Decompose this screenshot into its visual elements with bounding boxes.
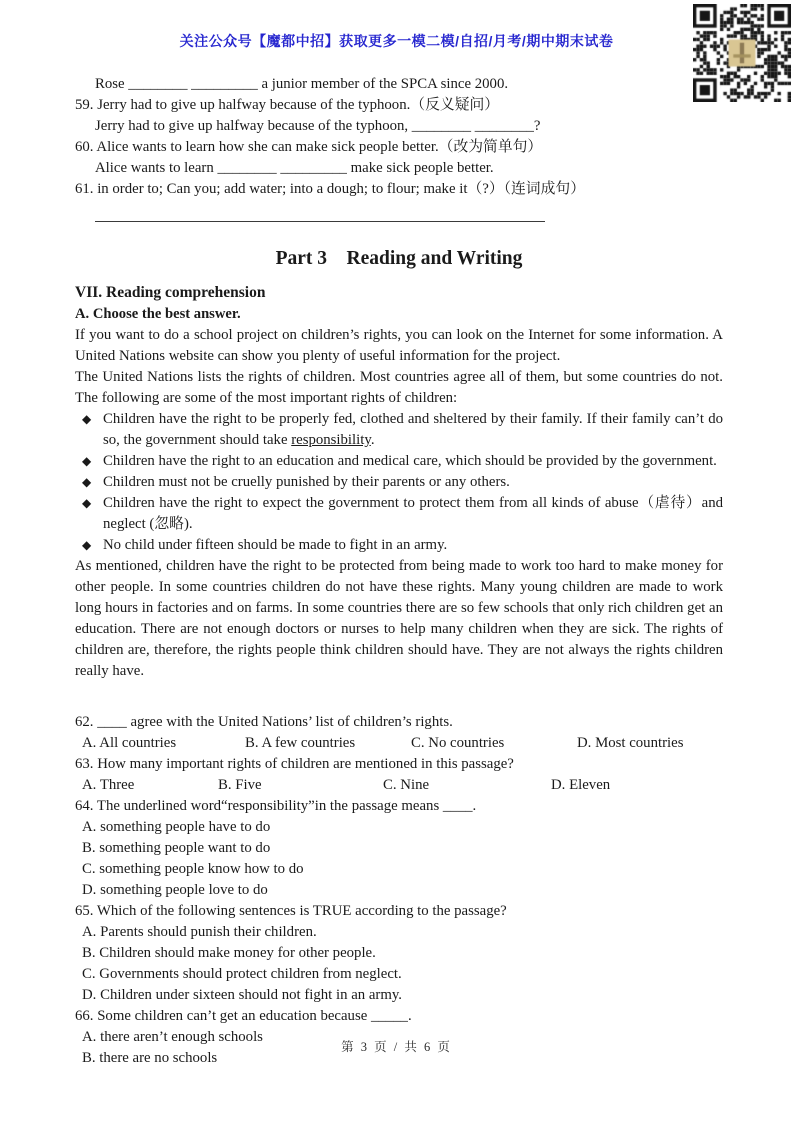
- passage-bullet-5: [75, 535, 723, 556]
- option-b: B. something people want to do: [82, 840, 271, 856]
- diamond-bullet-icon: ◆: [82, 475, 92, 489]
- bullet-text: [103, 409, 723, 451]
- question-59-answer: Jerry had to give up halfway because of the typhoon, ________ ________?: [95, 118, 541, 134]
- question-63: 63. How many important rights of children are mentioned in this passage?: [75, 756, 514, 772]
- option-a: A. something people have to do: [82, 819, 271, 835]
- question-60: 60. Alice wants to learn how she can make sick people better.（改为简单句）: [75, 139, 543, 155]
- question-61-answer-line: [95, 206, 545, 222]
- question-63-options: [75, 775, 723, 796]
- subsection-a-title: A. Choose the best answer.: [75, 306, 241, 322]
- passage-paragraph-3: As mentioned, children have the right to be protected from being made to work too hard to make money for other people. In some countries children do not have these rights. Many young children are made to work long hours in factories and on farms. In some countries there are so few schools that only rich children get an education. There are not enough doctors or nurses to help many children when they are sick. The rights of children are, therefore, the rights people think children should have. They are not always the rights children really have.: [75, 558, 723, 679]
- option-d: D. Most countries: [577, 735, 684, 751]
- question-60-answer: Alice wants to learn ________ _________ make sick people better.: [95, 160, 494, 176]
- option-c: C. No countries: [411, 735, 505, 751]
- option-a: A. All countries: [82, 735, 177, 751]
- question-66: 66. Some children can’t get an education because _____.: [75, 1008, 412, 1024]
- option-b: B. Five: [218, 777, 262, 793]
- page-number: 第 3 页 / 共 6 页: [341, 1040, 452, 1054]
- passage-bullet-3: [75, 472, 723, 493]
- passage-bullet-1: [75, 409, 723, 451]
- passage-bullet-2: [75, 451, 723, 472]
- question-59: 59. Jerry had to give up halfway because of the typhoon.（反义疑问）: [75, 97, 500, 113]
- option-d: D. something people love to do: [82, 882, 268, 898]
- section-vii-title: VII. Reading comprehension: [75, 284, 266, 301]
- bullet-text: Children have the right to expect the government to protect them from all kinds of abuse（虐待）and neglect (忽略).: [103, 495, 723, 532]
- part3-title: Part 3 Reading and Writing: [275, 248, 523, 269]
- passage-paragraph-2: The United Nations lists the rights of children. Most countries agree all of them, but some countries do not. The following are some of the most important rights of children:: [75, 369, 723, 406]
- option-c: C. Governments should protect children from neglect.: [82, 966, 402, 982]
- question-62: 62. ____ agree with the United Nations’ list of children’s rights.: [75, 714, 453, 730]
- passage-bullet-4: [75, 493, 723, 535]
- diamond-bullet-icon: ◆: [82, 538, 92, 552]
- question-61: 61. in order to; Can you; add water; into a dough; to flour; make it（?）（连词成句）: [75, 181, 585, 197]
- passage-paragraph-1: If you want to do a school project on children’s rights, you can look on the Internet for some information. A United Nations website can show you plenty of useful information for the project.: [75, 327, 723, 364]
- question-64: 64. The underlined word“responsibility”in the passage means ____.: [75, 798, 477, 814]
- bullet-text: Children have the right to an education and medical care, which should be provided by the government.: [103, 453, 717, 469]
- bullet-text: No child under fifteen should be made to fight in an army.: [103, 537, 448, 553]
- bullet-text-post: .: [370, 432, 375, 448]
- option-b: B. there are no schools: [82, 1050, 218, 1066]
- option-d: D. Children under sixteen should not fight in an army.: [82, 987, 402, 1003]
- question-58-continuation: Rose ________ _________ a junior member of the SPCA since 2000.: [95, 76, 509, 92]
- questions-block: [75, 712, 723, 1069]
- question-62-options: [75, 733, 723, 754]
- option-a: A. there aren’t enough schools: [82, 1029, 263, 1045]
- diamond-bullet-icon: ◆: [82, 454, 92, 468]
- option-c: C. something people know how to do: [82, 861, 304, 877]
- diamond-bullet-icon: ◆: [82, 412, 92, 426]
- underlined-word: responsibility: [291, 432, 371, 448]
- option-b: B. A few countries: [245, 735, 356, 751]
- bullet-text-pre: Children have the right to be properly fed, clothed and sheltered by their family. If their family can’t do so, the government should take: [103, 411, 723, 448]
- option-a: A. Three: [82, 777, 135, 793]
- option-b: B. Children should make money for other people.: [82, 945, 376, 961]
- bullet-text: Children must not be cruelly punished by their parents or any others.: [103, 474, 510, 490]
- option-c: C. Nine: [383, 777, 430, 793]
- question-65: 65. Which of the following sentences is TRUE according to the passage?: [75, 903, 507, 919]
- promo-header: 关注公众号【魔都中招】获取更多一模二模/自招/月考/期中期末试卷: [179, 33, 614, 49]
- page-content: [75, 74, 723, 1069]
- option-d: D. Eleven: [551, 777, 611, 793]
- diamond-bullet-icon: ◆: [82, 496, 92, 510]
- option-a: A. Parents should punish their children.: [82, 924, 317, 940]
